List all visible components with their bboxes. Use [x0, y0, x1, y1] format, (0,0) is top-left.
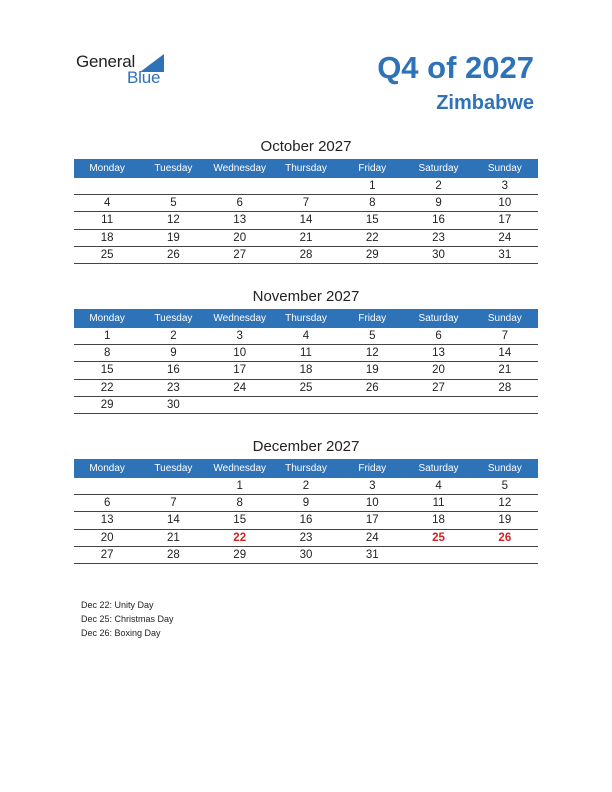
weekday-label: Thursday: [285, 463, 327, 474]
day-cell: [472, 547, 538, 563]
day-cell: [207, 178, 273, 194]
day-cell: 3: [236, 330, 243, 342]
weeks-container: [74, 178, 538, 264]
day-cell: 22: [100, 381, 114, 394]
weekday-label: Tuesday: [154, 463, 193, 474]
day-cell: 21: [167, 531, 180, 544]
day-cell: 15: [100, 364, 114, 377]
day-cell: 30: [167, 398, 180, 411]
day-cell: 6: [236, 197, 243, 210]
day-cell: 3: [501, 180, 509, 192]
weekday-header-row: [74, 459, 538, 478]
day-cell: [273, 397, 339, 413]
day-cell: 28: [167, 548, 180, 561]
weekday-label: Wednesday: [213, 463, 267, 474]
day-cell: 3: [369, 480, 376, 492]
week-row: [74, 362, 538, 379]
page-title: Q4 of 2027: [377, 50, 534, 85]
week-row: [74, 230, 538, 247]
brand-logo: [76, 52, 176, 88]
day-cell: 20: [100, 531, 114, 544]
day-cell: [140, 478, 206, 494]
weekday-header-row: [74, 309, 538, 328]
day-cell: 31: [498, 248, 512, 261]
day-cell: 15: [365, 214, 379, 227]
day-cell: 28: [498, 381, 512, 394]
day-cell: 5: [501, 480, 509, 492]
day-cell: 26: [365, 381, 379, 394]
day-cell: 13: [233, 214, 247, 227]
day-cell: 19: [167, 231, 180, 244]
day-cell: 23: [167, 381, 180, 394]
day-cell: 5: [170, 197, 177, 210]
weekday-label: Sunday: [487, 313, 522, 324]
day-cell: 27: [432, 381, 445, 394]
week-row: [74, 530, 538, 547]
day-cell: 9: [435, 197, 442, 210]
holiday-note: Dec 26: Boxing Day: [81, 628, 161, 638]
day-cell: 14: [299, 214, 313, 227]
weekday-label: Thursday: [285, 163, 327, 174]
day-cell: 7: [302, 197, 310, 210]
day-cell: 4: [103, 197, 111, 210]
weekday-label: Thursday: [285, 313, 327, 324]
day-cell: 22: [365, 231, 379, 244]
weekday-label: Saturday: [418, 163, 459, 174]
day-cell: 24: [233, 381, 247, 394]
day-cell: 31: [365, 548, 379, 561]
day-cell: 10: [233, 347, 247, 360]
day-cell: 5: [369, 330, 376, 342]
week-row: [74, 178, 538, 195]
day-cell: 15: [233, 514, 247, 527]
brand-word-general: General: [76, 52, 136, 71]
day-cell: 13: [100, 514, 114, 527]
day-cell: 14: [167, 514, 180, 527]
week-row: [74, 345, 538, 362]
day-cell: 17: [365, 514, 379, 527]
day-cell: 30: [299, 548, 313, 561]
day-cell: 2: [302, 480, 310, 492]
day-cell: 25: [299, 381, 313, 394]
day-cell: 25: [432, 531, 445, 544]
day-cell: 21: [299, 231, 313, 244]
day-cell: 19: [498, 514, 512, 527]
day-cell: 1: [103, 330, 111, 342]
month-title: November 2027: [252, 288, 360, 305]
day-cell: 20: [432, 364, 445, 377]
day-cell: 12: [167, 214, 180, 227]
day-cell: 20: [233, 231, 247, 244]
day-cell: 9: [302, 497, 310, 510]
day-cell: 16: [167, 364, 180, 377]
weekday-label: Sunday: [487, 163, 522, 174]
day-cell: 17: [498, 214, 512, 227]
holiday-notes: [81, 598, 174, 640]
week-row: [74, 328, 538, 345]
holiday-note: Dec 22: Unity Day: [81, 600, 154, 610]
weekday-label: Saturday: [418, 313, 459, 324]
weekday-label: Monday: [89, 463, 125, 474]
day-cell: 12: [498, 497, 512, 510]
day-cell: 2: [170, 330, 177, 342]
weekday-label: Monday: [89, 313, 125, 324]
day-cell: 16: [432, 214, 445, 227]
day-cell: 7: [501, 330, 509, 342]
day-cell: 10: [365, 497, 379, 510]
day-cell: 24: [365, 531, 379, 544]
weekday-label: Tuesday: [154, 163, 193, 174]
day-cell: 16: [299, 514, 313, 527]
day-cell: 18: [299, 364, 313, 377]
month-title: December 2027: [252, 438, 360, 455]
day-cell: [207, 397, 273, 413]
day-cell: 6: [435, 330, 442, 342]
brand-word-blue: Blue: [127, 68, 161, 87]
day-cell: 29: [100, 398, 114, 411]
weekday-header-row: [74, 159, 538, 178]
day-cell: 10: [498, 197, 512, 210]
day-cell: 8: [369, 197, 376, 210]
day-cell: 11: [101, 214, 114, 227]
day-cell: 4: [302, 330, 310, 342]
day-cell: 28: [299, 248, 313, 261]
day-cell: [273, 178, 339, 194]
day-cell: 18: [432, 514, 445, 527]
day-cell: 4: [435, 480, 442, 492]
holiday-note: Dec 25: Christmas Day: [81, 614, 174, 624]
day-cell: [74, 478, 140, 494]
day-cell: 30: [432, 248, 445, 261]
month-calendar-december: [74, 436, 538, 564]
day-cell: 23: [299, 531, 313, 544]
day-cell: 1: [369, 180, 376, 192]
weekday-label: Tuesday: [154, 313, 193, 324]
day-cell: 19: [365, 364, 379, 377]
week-row: [74, 547, 538, 564]
month-calendar-november: [74, 286, 538, 414]
day-cell: 26: [498, 531, 512, 544]
day-cell: 11: [300, 347, 312, 360]
day-cell: 26: [167, 248, 180, 261]
week-row: [74, 380, 538, 397]
day-cell: 29: [365, 248, 379, 261]
day-cell: 13: [432, 347, 445, 360]
day-cell: 18: [100, 231, 114, 244]
weekday-label: Friday: [358, 163, 387, 174]
day-cell: [140, 178, 206, 194]
day-cell: 6: [103, 497, 111, 510]
day-cell: 27: [233, 248, 247, 261]
week-row: [74, 212, 538, 229]
day-cell: 22: [233, 531, 247, 544]
month-calendar-october: [74, 136, 538, 264]
week-row: [74, 397, 538, 414]
day-cell: 24: [498, 231, 512, 244]
week-row: [74, 512, 538, 529]
day-cell: [472, 397, 538, 413]
week-row: [74, 478, 538, 495]
weeks-container: [74, 328, 538, 414]
day-cell: 8: [236, 497, 243, 510]
week-row: [74, 247, 538, 264]
weekday-label: Wednesday: [213, 313, 267, 324]
week-row: [74, 495, 538, 512]
weekday-label: Sunday: [487, 463, 522, 474]
day-cell: 14: [498, 347, 512, 360]
day-cell: 1: [236, 480, 243, 492]
day-cell: 9: [170, 347, 177, 360]
day-cell: [405, 397, 471, 413]
month-title: October 2027: [260, 138, 352, 155]
day-cell: 8: [103, 347, 111, 360]
day-cell: 17: [233, 364, 247, 377]
weekday-label: Friday: [358, 463, 387, 474]
day-cell: 21: [498, 364, 512, 377]
day-cell: 23: [432, 231, 445, 244]
weekday-label: Saturday: [418, 463, 459, 474]
day-cell: 7: [170, 497, 177, 510]
weekday-label: Friday: [358, 313, 387, 324]
day-cell: [339, 397, 405, 413]
day-cell: 2: [435, 180, 442, 192]
day-cell: [74, 178, 140, 194]
day-cell: 12: [365, 347, 379, 360]
page-subtitle: Zimbabwe: [436, 92, 534, 114]
day-cell: 27: [100, 548, 114, 561]
weekday-label: Wednesday: [213, 163, 267, 174]
day-cell: [405, 547, 471, 563]
week-row: [74, 195, 538, 212]
day-cell: 25: [100, 248, 114, 261]
weekday-label: Monday: [89, 163, 125, 174]
day-cell: 11: [432, 497, 445, 510]
day-cell: 29: [233, 548, 247, 561]
weeks-container: [74, 478, 538, 564]
